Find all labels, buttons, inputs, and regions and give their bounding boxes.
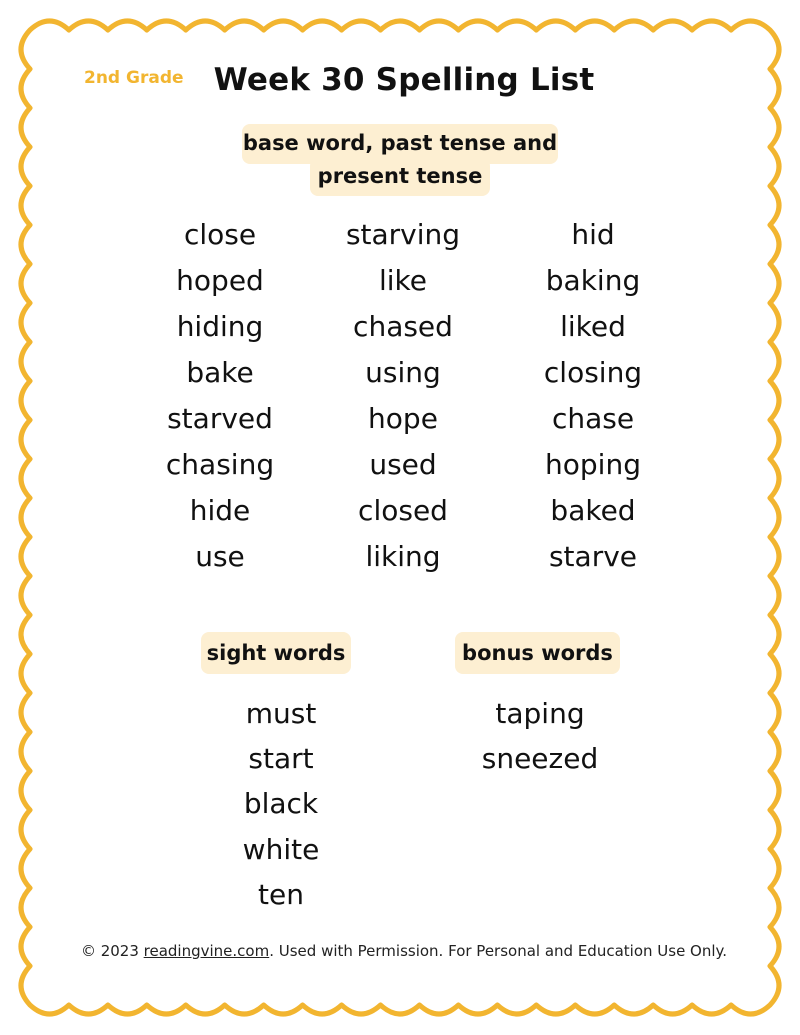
spelling-word: closed <box>358 494 448 527</box>
grade-label: 2nd Grade <box>84 68 184 88</box>
spelling-word: like <box>378 264 427 297</box>
spelling-word: hide <box>189 494 251 527</box>
spelling-word: starved <box>167 402 273 435</box>
sight-word: must <box>245 697 317 730</box>
spelling-word: close <box>183 218 257 251</box>
spelling-word: using <box>365 356 441 389</box>
spelling-word: hope <box>368 402 438 435</box>
footer-permission: . Used with Permission. For Personal and Education Use Only. <box>269 942 728 960</box>
spelling-word: hiding <box>176 310 264 343</box>
spelling-word: use <box>195 540 245 573</box>
sight-word: ten <box>258 877 304 911</box>
spelling-word: starving <box>345 218 461 251</box>
category-tag-line2: present tense <box>310 158 490 196</box>
sight-words-tag: sight words <box>201 632 351 674</box>
footer-notice <box>0 942 800 960</box>
spelling-word: bake <box>186 356 254 389</box>
spelling-word: chasing <box>165 448 275 481</box>
footer-link[interactable]: readingvine.com <box>143 942 270 960</box>
bonus-word: sneezed <box>481 742 599 776</box>
spelling-word: chased <box>353 310 453 343</box>
page-title: Week 30 Spelling List <box>213 62 595 98</box>
spelling-word: hid <box>571 218 615 251</box>
sight-word: black <box>243 787 319 821</box>
bonus-word: taping <box>495 697 585 730</box>
footer-copyright: © 2023 <box>80 942 144 960</box>
spelling-word: baked <box>550 494 636 527</box>
spelling-word: starve <box>548 540 638 573</box>
spelling-word: used <box>369 448 437 481</box>
bonus-words-tag: bonus words <box>455 632 620 674</box>
spelling-word: closing <box>543 356 643 389</box>
spelling-word: liking <box>365 540 441 573</box>
spelling-word: liked <box>560 310 626 343</box>
sight-word: white <box>242 832 320 866</box>
spelling-word: hoped <box>176 264 264 297</box>
sight-word: start <box>248 742 314 776</box>
spelling-word: hoping <box>545 448 641 481</box>
spelling-word: chase <box>551 402 635 435</box>
category-tag-line1: base word, past tense and <box>242 124 558 164</box>
spelling-word: baking <box>545 264 641 297</box>
